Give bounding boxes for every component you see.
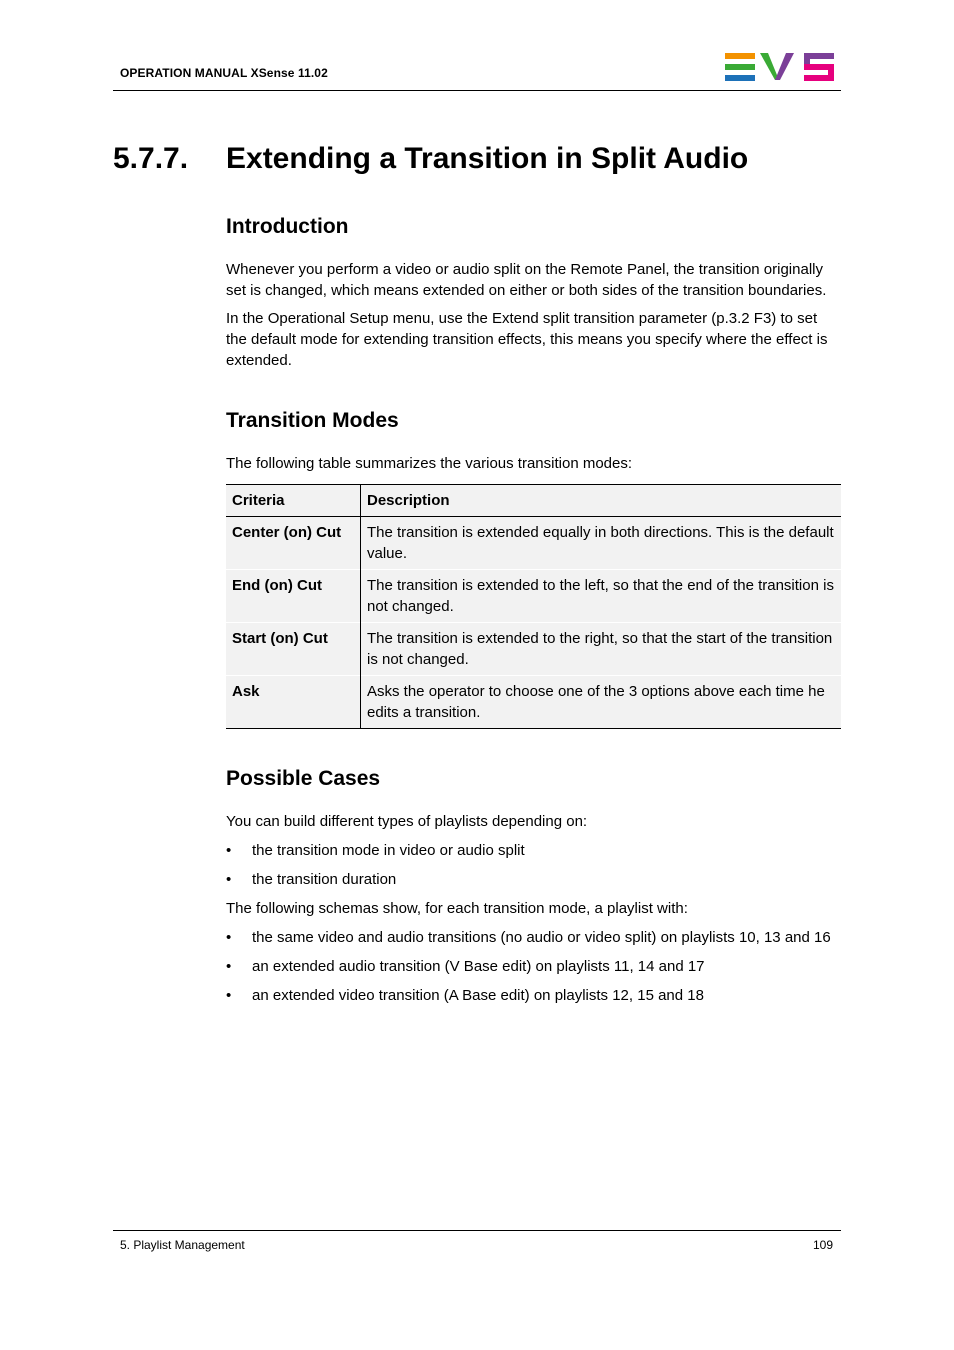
- introduction-heading: Introduction: [226, 215, 349, 238]
- footer-page-number: 109: [812, 1238, 833, 1252]
- table-row: [226, 676, 841, 729]
- logo-e-top-bar: [725, 53, 755, 59]
- playlist-factors-list: [226, 840, 856, 898]
- description-cell: The transition is extended to the left, so that the end of the transition is not changed.: [361, 570, 842, 623]
- transition-modes-intro: The following table summarizes the various transition modes:: [226, 455, 633, 472]
- column-header-description: Description: [361, 485, 842, 517]
- section-number: 5.7.7.: [113, 142, 189, 175]
- transition-modes-table: [226, 484, 841, 729]
- bullet-icon: •: [226, 929, 232, 946]
- list-item: [226, 840, 856, 869]
- possible-cases-paragraph-1: You can build different types of playlists depending on:: [226, 813, 588, 830]
- criteria-cell: Center (on) Cut: [226, 517, 361, 570]
- bullet-icon: •: [226, 958, 232, 975]
- section-title: [113, 140, 748, 178]
- list-item-text: the transition duration: [252, 871, 397, 888]
- criteria-cell: Ask: [226, 676, 361, 729]
- section-title-text: Extending a Transition in Split Audio: [226, 142, 749, 175]
- logo-e-bottom-bar: [725, 75, 755, 81]
- possible-cases-heading: Possible Cases: [226, 767, 381, 790]
- description-cell: Asks the operator to choose one of the 3 options above each time he edits a transition.: [361, 676, 842, 729]
- logo-v-right: [775, 53, 794, 80]
- header-title: OPERATION MANUAL XSense 11.02: [120, 66, 328, 80]
- footer-chapter: 5. Playlist Management: [120, 1238, 245, 1252]
- list-item: [226, 927, 856, 956]
- list-item-text: an extended audio transition (V Base edit) on playlists 11, 14 and 17: [252, 958, 705, 975]
- footer-rule: [113, 1230, 841, 1231]
- possible-cases-paragraph-2: The following schemas show, for each transition mode, a playlist with:: [226, 900, 688, 917]
- table-row: [226, 623, 841, 676]
- description-cell: The transition is extended to the right, so that the start of the transition is not changed.: [361, 623, 842, 676]
- transition-modes-heading: Transition Modes: [226, 409, 399, 432]
- logo-s-mid: [804, 64, 834, 70]
- header-rule: [113, 90, 841, 91]
- introduction-paragraph-1: Whenever you perform a video or audio split on the Remote Panel, the transition originally set is changed, which means extended on either or both sides of the transition boundaries.: [226, 261, 827, 299]
- criteria-cell: Start (on) Cut: [226, 623, 361, 676]
- logo-e-mid-bar: [725, 64, 755, 70]
- bullet-icon: •: [226, 987, 232, 1004]
- list-item-text: an extended video transition (A Base edit) on playlists 12, 15 and 18: [252, 987, 704, 1004]
- column-header-criteria: Criteria: [226, 485, 361, 517]
- description-cell: The transition is extended equally in both directions. This is the default value.: [361, 517, 842, 570]
- table-header-row: [226, 485, 841, 517]
- list-item: [226, 869, 856, 898]
- bullet-icon: •: [226, 871, 232, 888]
- schema-playlists-list: [226, 927, 856, 1014]
- list-item: [226, 985, 856, 1014]
- list-item-text: the transition mode in video or audio split: [252, 842, 525, 859]
- table-row: [226, 517, 841, 570]
- logo-s-lower: [804, 70, 834, 81]
- logo-s-upper: [804, 53, 834, 64]
- evs-logo: [724, 52, 836, 82]
- criteria-cell: End (on) Cut: [226, 570, 361, 623]
- bullet-icon: •: [226, 842, 232, 859]
- list-item: [226, 956, 856, 985]
- list-item-text: the same video and audio transitions (no audio or video split) on playlists 10, 13 and 16: [252, 929, 831, 946]
- introduction-paragraph-2: In the Operational Setup menu, use the Extend split transition parameter (p.3.2 F3) to set the default mode for extending transition effects, this means you specify where the effect is extended.: [226, 310, 828, 369]
- logo-v-left: [760, 53, 779, 80]
- table-row: [226, 570, 841, 623]
